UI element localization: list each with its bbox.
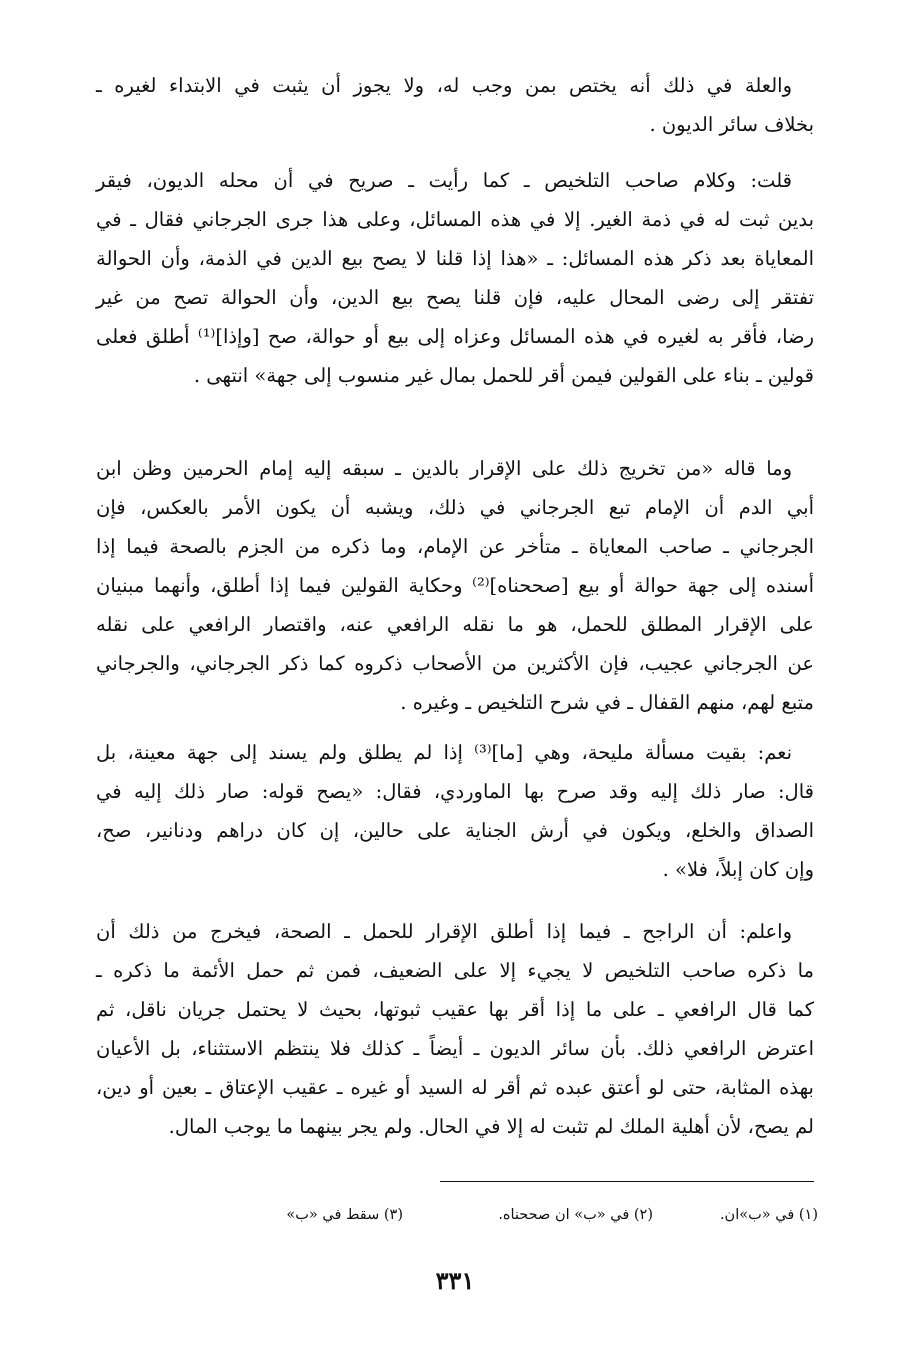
text-line: قولين ـ بناء على القولين فيمن أقر للحمل بمال غير منسوب إلى جهة» انتهى . (193, 364, 814, 387)
paragraph-4 (96, 733, 814, 889)
text-line: والعلة في ذلك أنه يختص بمن وجب له، ولا يجوز أن يثبت في الابتداء لغيره ـ (96, 74, 792, 97)
text-line: تفتقر إلى رضى المحال عليه، فإن قلنا يصح بيع الدين، وأن الحوالة تصح من غير (96, 286, 814, 309)
text-line: أبي الدم أن الإمام تبع الجرجاني في ذلك، ويشبه أن يكون الأمر بالعكس، فإن (96, 496, 814, 519)
text-line: عن الجرجاني عجيب، فإن الأكثرين من الأصحاب ذكروه كما ذكر الجرجاني، والجرجاني (96, 652, 814, 675)
paragraph-5 (96, 912, 814, 1146)
text-line: واعلم: أن الراجح ـ فيما إذا أطلق الإقرار للحمل ـ الصحة، فيخرج من ذلك أن (96, 920, 792, 943)
text-line: كما قال الرافعي ـ على ما إذا أقر بها عقيب ثبوتها، بحيث لا يحتمل جريان ناقل، ثم (96, 998, 814, 1021)
text-line: ما ذكره صاحب التلخيص لا يجيء إلا على الضعيف، فمن ثم حمل الأئمة ما ذكره ـ (96, 959, 814, 982)
paragraph-2 (96, 161, 814, 395)
text-line: قال: صار ذلك إليه وقد صرح بها الماوردي، فقال: «يصح قوله: صار ذلك إليه في (96, 780, 814, 803)
text-line: المعاياة بعد ذكر هذه المسائل: ـ «هذا إذا قلنا لا يصح بيع الدين في الذمة، وأن الحوالة (96, 247, 814, 270)
page-number: ٣٣١ (435, 1266, 475, 1295)
footnote-3: (٣) سقط في «ب» (286, 1207, 403, 1223)
footnote-separator (440, 1181, 814, 1182)
paragraph-3 (96, 449, 814, 722)
text-line: الصداق والخلع، ويكون في أرش الجناية على حالين، إن كان دراهم ودنانير، صح، (96, 819, 814, 842)
paragraph-1 (96, 66, 814, 144)
text-line: بدين ثبت له في ذمة الغير. إلا في هذه المسائل، وعلى هذا جرى الجرجاني فقال ـ في (96, 208, 814, 231)
text-line: قلت: وكلام صاحب التلخيص ـ كما رأيت ـ صريح في أن محله الديون، فيقر (96, 169, 792, 192)
text-line: وإن كان إبلاً، فلا» . (662, 858, 814, 881)
text-line: بهذه المثابة، حتى لو أعتق عبده ثم أقر له السيد أو غيره ـ عقيب الإعتاق ـ بعين أو دين، (96, 1076, 814, 1099)
footnote-2: (٢) في «ب» ان صححناه. (498, 1207, 653, 1223)
text-line: على الإقرار المطلق للحمل، هو ما نقله الرافعي عنه، واقتصار الرافعي على نقله (96, 613, 814, 636)
text-line: اعترض الرافعي ذلك. بأن سائر الديون ـ أيضاً ـ كذلك فلا ينتظم الاستثناء، بل الأعيان (96, 1037, 814, 1060)
text-line: متبع لهم، منهم القفال ـ في شرح التلخيص ـ وغيره . (400, 691, 814, 714)
text-line: الجرجاني ـ صاحب المعاياة ـ متأخر عن الإمام، وما ذكره من الجزم بالصحة فيما إذا (96, 535, 814, 558)
text-line: وما قاله «من تخريج ذلك على الإقرار بالدين ـ سبقه إليه إمام الحرمين وظن ابن (96, 457, 792, 480)
footnote-1: (١) في «ب»ان. (719, 1207, 818, 1223)
text-line: لم يصح، لأن أهلية الملك لم تثبت له إلا في الحال. ولم يجر بينهما ما يوجب المال. (168, 1115, 814, 1138)
text-line: أسنده إلى جهة حوالة أو بيع [صححناه]⁽²⁾ وحكاية القولين فيما إذا أطلق، وأنهما مبنيان (96, 574, 814, 597)
text-line: نعم: بقيت مسألة مليحة، وهي [ما]⁽³⁾ إذا لم يطلق ولم يسند إلى جهة معينة، بل (96, 741, 793, 764)
text-line: بخلاف سائر الديون . (649, 113, 814, 136)
text-line: رضا، فأقر به لغيره في هذه المسائل وعزاه إلى بيع أو حوالة، صح [وإذا]⁽¹⁾ أطلق فعلى (96, 325, 814, 348)
